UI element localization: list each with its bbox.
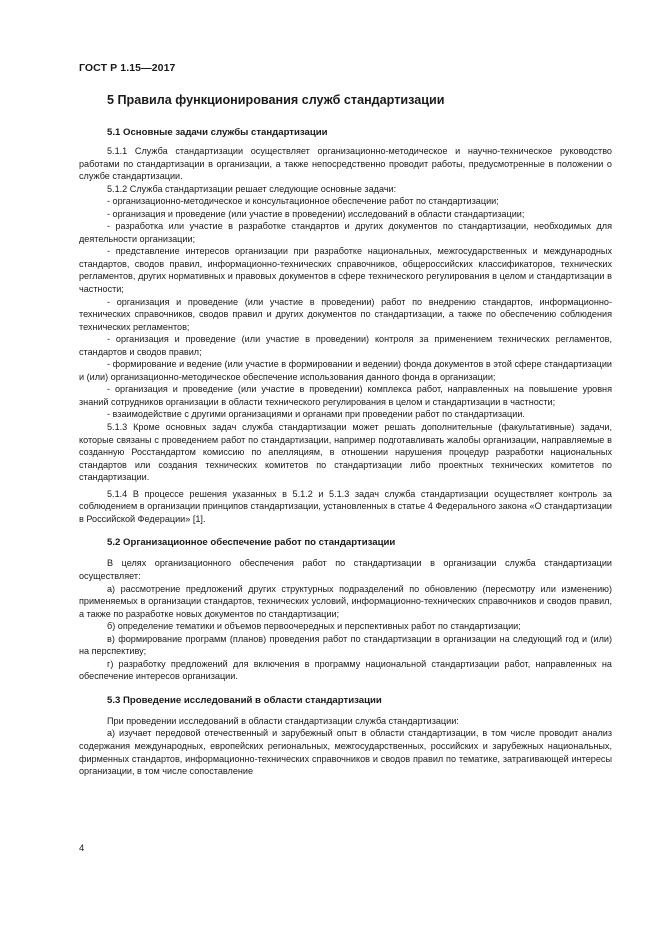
subsection-5-1-title: 5.1 Основные задачи службы стандартизации [107,127,328,138]
list-item: - организация и проведение (или участие в проведении) контроля за применением технических регламентов, стандартов и сводов правил; [79,334,612,357]
list-item: - организация и проведение (или участие в проведении) работ по внедрению стандартов, информационно-технических справочников, сводов правил и других документов по стандартизации, а также по обеспечению соблюдения технических регламентов; [79,296,612,332]
list-item: г) разработку предложений для включения в программу национальной стандартизации работ, направленных на обеспечение интересов организации. [79,658,612,682]
paragraph-5-1-1: 5.1.1 Служба стандартизации осуществляет организационно-методическое и научно-техническое руководство работами по стандартизации в организации, а также непосредственно проводит работы, предусмотренные в положении о службе стандартизации. [79,146,612,182]
list-item: - разработка или участие в разработке стандартов и других документов по стандартизации, необходимых для деятельности организации; [79,221,612,244]
paragraph-5-1-3: 5.1.3 Кроме основных задач служба стандартизации может решать дополнительные (факультативные) задачи, которые связаны с проведением работ по стандартизации, например подготавливать жалобы организации, направляемые в созданную Росстандартом комиссию по апелляциям, в отношении нарушения процедур разработки национальных стандартов или создания технических комитетов по стандартизации либо проектных технических комитетов по стандартизации. [79,422,612,483]
page-content [79,93,612,778]
list-item: в) формирование программ (планов) проведения работ по стандартизации в организации на следующий год и (или) на перспективу; [79,633,612,657]
list-item: - взаимодействие с другими организациями и органами при проведении работ по стандартизации. [107,409,525,420]
list-item: - организация и проведение (или участие в проведении) исследований в области стандартизации; [107,208,525,219]
list-item: - представление интересов организации при разработке национальных, межгосударственных и международных стандартов, сводов правил, информационно-технических справочников, общероссийских классификаторов, технических регламентов, других нормативных и правовых документов в сфере технического регулирования в целом и стандартизации в частности; [79,246,612,295]
list-item: - организационно-методическое и консультационное обеспечение работ по стандартизации; [107,196,499,207]
document-code-header: ГОСТ Р 1.15—2017 [79,62,176,74]
list-item: - организация и проведение (или участие в проведении) комплекса работ, направленных на повышение уровня знаний сотрудников организации в области технического регулирования в целом и стандартизации в частности; [79,384,612,407]
paragraph-5-3-intro: При проведении исследований в области стандартизации служба стандартизации: [107,715,459,726]
subsection-5-2-title: 5.2 Организационное обеспечение работ по стандартизации [107,537,396,549]
section-title: 5 Правила функционирования служб стандартизации [107,93,445,107]
list-item: а) рассмотрение предложений других структурных подразделений по обновлению (пересмотру или изменению) применяемых в организации стандартов, технических условий, информационно-технических справочников и сводов правил, а также по разработке новых документов по стандартизации; [79,583,612,619]
list-item: а) изучает передовой отечественный и зарубежный опыт в области стандартизации, в том числе проводит анализ содержания международных, европейских региональных, межгосударственных, российских и зарубежных национальных, фирменных стандартов, информационно-технических справочников и сводов правил по тематике, затрагивающей интересы организации, в том числе сопоставление [79,728,612,777]
paragraph-5-1-4: 5.1.4 В процессе решения указанных в 5.1.2 и 5.1.3 задач служба стандартизации осуществляет контроль за соблюдением в организации принципов стандартизации, установленных в статье 4 Федерального закона «О стандартизации в Российской Федерации» [1]. [79,488,612,524]
page-number: 4 [79,843,85,854]
list-item: б) определение тематики и объемов первоочередных и перспективных работ по стандартизации; [107,621,521,632]
paragraph-5-1-2: 5.1.2 Служба стандартизации решает следующие основные задачи: [107,183,397,194]
list-item: - формирование и ведение (или участие в формировании и ведении) фонда документов в этой сфере стандартизации и (или) организационно-методическое обеспечение использования данного фонда в организации; [79,359,612,382]
subsection-5-3-title: 5.3 Проведение исследований в области стандартизации [107,694,382,706]
paragraph-5-2-intro: В целях организационного обеспечения работ по стандартизации в организации служба стандартизации осуществляет: [79,558,612,581]
